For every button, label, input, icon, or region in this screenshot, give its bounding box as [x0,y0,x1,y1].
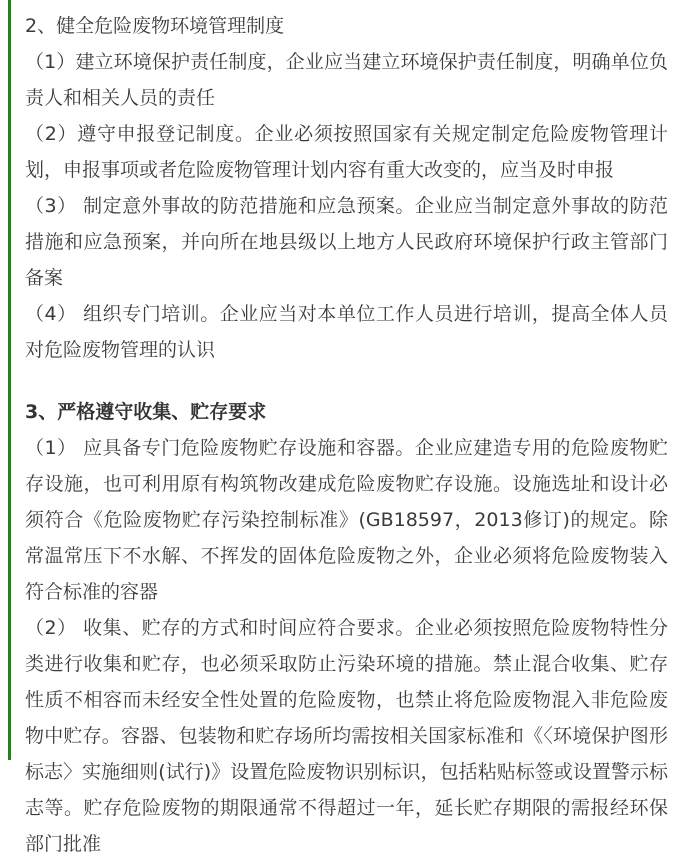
section-2-heading: 2、健全危险废物环境管理制度 [25,15,285,37]
section-3-item-1: （1） 应具备专门危险废物贮存设施和容器。企业应建造专用的危险废物贮存设施，也可利用原有构筑物改建成危险废物贮存设施。设施选址和设计必须符合《危险废物贮存污染控制标准》(GB18597，2013修订)的规定。除常温常压下不水解、不挥发的固体危险废物之外，企业必须将危险废物装入符合标准的容器 [25,437,668,603]
section-2-item-1: （1）建立环境保护责任制度，企业应当建立环境保护责任制度，明确单位负责人和相关人员的责任 [25,51,668,109]
section-3-heading: 3、严格遵守收集、贮存要求 [25,401,267,423]
section-2-item-2: （2）遵守申报登记制度。企业必须按照国家有关规定制定危险废物管理计划，申报事项或者危险废物管理计划内容有重大改变的，应当及时申报 [25,123,668,181]
section-2-item-3: （3） 制定意外事故的防范措施和应急预案。企业应当制定意外事故的防范措施和应急预案，并向所在地县级以上地方人民政府环境保护行政主管部门备案 [25,195,668,289]
article-body [8,0,691,855]
section-2-item-4: （4） 组织专门培训。企业应当对本单位工作人员进行培训，提高全体人员对危险废物管理的认识 [25,303,668,361]
section-3-item-2: （2） 收集、贮存的方式和时间应符合要求。企业必须按照危险废物特性分类进行收集和贮存，也必须采取防止污染环境的措施。禁止混合收集、贮存性质不相容而未经安全性处置的危险废物，也禁止将危险废物混入非危险废物中贮存。容器、包装物和贮存场所均需按相关国家标准和《〈环境保护图形标志〉实施细则(试行)》设置危险废物识别标识，包括粘贴标签或设置警示标志等。贮存危险废物的期限通常不得超过一年，延长贮存期限的需报经环保部门批准 [25,617,668,855]
